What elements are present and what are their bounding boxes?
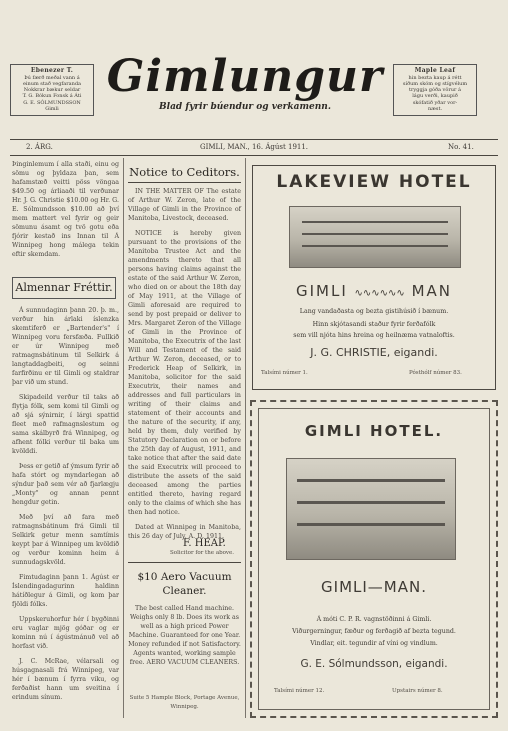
gimli-hotel-line-3: Vindlar, eit. tegundir af víni og vindlum.	[310, 640, 438, 647]
left-ear-line: Gimli	[45, 105, 59, 112]
notice-heading-rule	[128, 182, 241, 183]
left-ear-line: T. G. Bókun Fonsk á Áti	[22, 93, 82, 100]
news-paragraph: Með því að fara með ratmagnsbátinum frá Gimli til Selkirk getur menn samtímis keypt þar á Winnipeg um kvöldið og verður kominn heim á sunnudagskvöld.	[12, 514, 119, 566]
right-ear-line: næst.	[427, 105, 443, 112]
gimli-hotel-owner: G. E. Sólmundsson, eigandi.	[300, 658, 448, 670]
almennar-frettir-heading: Almennar Fréttir.	[12, 277, 116, 299]
column-divider	[123, 158, 124, 718]
left-ear-line: G. E. SÓLMUNDSSON	[23, 99, 81, 106]
notice-signature: F. HEAP.	[183, 538, 226, 549]
column-1-news	[12, 306, 119, 712]
right-ear-line: hin bezta kaup á rétt	[408, 74, 462, 81]
notice-matter: IN THE MATTER OF The estate of Arthur W. Zeron, late of the Village of Gimli in the Province of Manitoba, Livestock, deceased.	[128, 188, 241, 222]
vacuum-ad-address: Suite 5 Hample Block, Portage Avenue, Winnipeg.	[129, 695, 240, 710]
lakeview-town-left: GIMLI	[295, 282, 348, 300]
news-paragraph: Uppskeruhorfur hér í bygðinni eru vaglar mjög góðar og er kominn nú í ágústmánuð vel að horfast við.	[12, 616, 119, 650]
news-paragraph: Fimtudaginn þann 1. Ágúst er Íslendingadagurinn haldinn hátíðlegur á Gimli, og kom þar fjöldi fólks.	[12, 574, 119, 608]
right-ear-line: skófatið yðar vor-	[412, 99, 458, 106]
gimli-hotel-ad	[250, 400, 498, 718]
vacuum-ad-body	[128, 604, 241, 692]
left-ear-line: Þú færð meðal vann á	[24, 74, 80, 81]
lakeview-town-right: MAN	[411, 282, 453, 300]
left-ear-line: einum stað vegfaranda	[22, 80, 82, 87]
news-paragraph: Þess er getið af ýmsum fyrir að hafa stórt og myndarlegan að sýndur það sem vér að fjarlægju „Monty" og annan pennt hengdur getin.	[12, 463, 119, 506]
notice-heading: Notice to Ceditors.	[129, 165, 240, 179]
right-ear-line: síðum skóm og stígvélum	[402, 80, 468, 87]
place-date: GIMLI, MAN., 16. Ágúst 1911.	[200, 143, 309, 151]
lakeview-phone: Talsími númer 1.	[261, 370, 308, 376]
left-ear-title: Ebenezer T.	[30, 67, 74, 74]
lakeview-line-2: Hinn skjótasandi staður fyrir ferðafólk	[312, 321, 436, 328]
right-ear-box	[393, 64, 477, 116]
lakeview-owner: J. G. CHRISTIE, eigandi.	[310, 346, 438, 359]
gimli-hotel-line-1: Á móti C. P. R. vagnstöðinni á Gimli.	[316, 616, 432, 623]
lakeview-hotel-photo	[289, 206, 461, 268]
right-ear-line: lágu verði, kaupið	[412, 93, 458, 100]
lakeview-hotel-ad	[252, 165, 496, 390]
header-rule-bottom	[10, 155, 498, 156]
news-paragraph: Skipadeild verður til taks að flytja fólk, sem komi til Gimli og að sjá sýnirnir, í lárgi spattid fleet með rafmagnslestum og sama skálbyrð frá Winnipeg, og afhent fólki verður til baka um kvölddi.	[12, 394, 119, 455]
lakeview-box: Pósthólf númer 83.	[409, 370, 462, 376]
lakeview-line-3: sem vill njóta hins hreina og heilnæma vatnaloftis.	[293, 332, 455, 339]
left-ear-box	[10, 64, 94, 116]
notice-body	[128, 187, 241, 540]
volume-label: 2. ÁRG.	[26, 143, 53, 151]
signature-note: Solicitor for the above.	[170, 550, 235, 556]
lakeview-title: LAKEVIEW HOTEL	[276, 172, 472, 192]
gimli-hotel-phone: Talsími númer 12.	[274, 688, 325, 694]
news-paragraph: J. C. McRae, vélarsali og húsgagnasali frá Winnipeg, var hér í bænum í fyrra viku, og ferðaðist hann um sveitina í erindum sínum.	[12, 658, 119, 701]
vacuum-ad-heading: $10 Aero Vacuum Cleaner.	[137, 571, 232, 597]
right-ear-title: Maple Leaf	[414, 67, 456, 74]
newspaper-subtitle: Blad fyrir búendur og verkamenn.	[159, 102, 331, 112]
header-rule-top	[10, 139, 498, 140]
news-paragraph: Á sunnudaginn þann 20. þ. m., verður hin árlaki íslenzka skemtiferð er „Bartender's" í Winnipeg voru fersfæða. Fullkið er úr Winnipeg með ratmagnsbátinum til Selkirk á langtaddagbeiti, og seinni farfirðinu er til Gimli og staldrar þar við um stund.	[12, 307, 119, 386]
notice-dated: Dated at Winnipeg in Manitoba, this 26 day of July, A. D. 1911.	[128, 524, 241, 540]
gimli-hotel-box: Upstairs númer 8.	[392, 688, 443, 694]
gimli-hotel-town: GIMLI—MAN.	[321, 578, 427, 596]
gimli-hotel-line-2: Viðurgerningur, fæður og ferðagið af bezta tegund.	[292, 628, 456, 635]
continued-text: Þinginlemum í alla staði, einu og sömu og þyldaza þan, sem hafamstæð veitti pöss vöngaa $49.50 og árliaaði til verðunar Hr. J. G. Christie $10.00 og Hr. G. E. Sólmundsson $10.00 að því mem mattert vel fyrir og geir sömunu ásamt og tvö gotu eða fjórir kestað ins Innan til Á Winnipeg hong málega tekin eftir skemdam.	[12, 161, 119, 258]
masthead	[100, 50, 390, 112]
lakeview-town: GIMLI ∿∿∿∿∿∿ MAN	[295, 282, 453, 300]
gimli-hotel-title: GIMLI HOTEL.	[304, 422, 444, 440]
issue-number: No. 41.	[448, 143, 474, 151]
notice-paragraph: NOTICE is hereby given pursuant to the provisions of the Manitoba Trustee Act and the amendments thereto that all persons having claims against the estate of the said Arthur W. Zeron, who died on or about the 18th day of May 1911, at the Village of Gimli aforesaid are required to send by post prepaid or deliver to Mrs. Margaret Zeron of the Village of Gimli in the Province of Manitoba, the Executrix of the last Will and Testament of the said Arthur W. Zeron, deceased, or to Frederick Heap of Selkirk, in Manitoba, solicitor for the said Executrix, their names and addresses and full particulars in writing of their claims and statement of their accounts and the nature of the security, if any, held by them, duly verified by Statutory Declaration on or before the 25th day of August, 1911, and take notice that after the said date the said Executrix will proceed to distribute the assets of the said deceased among the parties entitled thereto, having regard only to the claims of which she has then had notice.	[128, 230, 241, 516]
column-divider	[245, 158, 246, 718]
section-rule	[128, 562, 241, 563]
lakeview-line-1: Lang vandaðasta og bezta gistihúsið í bænum.	[299, 308, 449, 315]
right-ear-line: tryggja góða vörur á	[409, 87, 461, 93]
gimli-hotel-photo	[286, 458, 456, 560]
newspaper-title: Gimlungur	[106, 51, 384, 102]
left-ear-line: Nokkrar bækur seldar	[23, 87, 81, 93]
column-1-top-text	[12, 160, 119, 272]
vacuum-ad-text: The best called Hand machine. Weighs only 8 lb. Does its work as well as a high priced Power Machine. Guaranteed for one Year. Money refunded if not Satisfactory. Agents wanted, working sample free. AERO VACUUM CLEANERS.	[128, 605, 241, 666]
